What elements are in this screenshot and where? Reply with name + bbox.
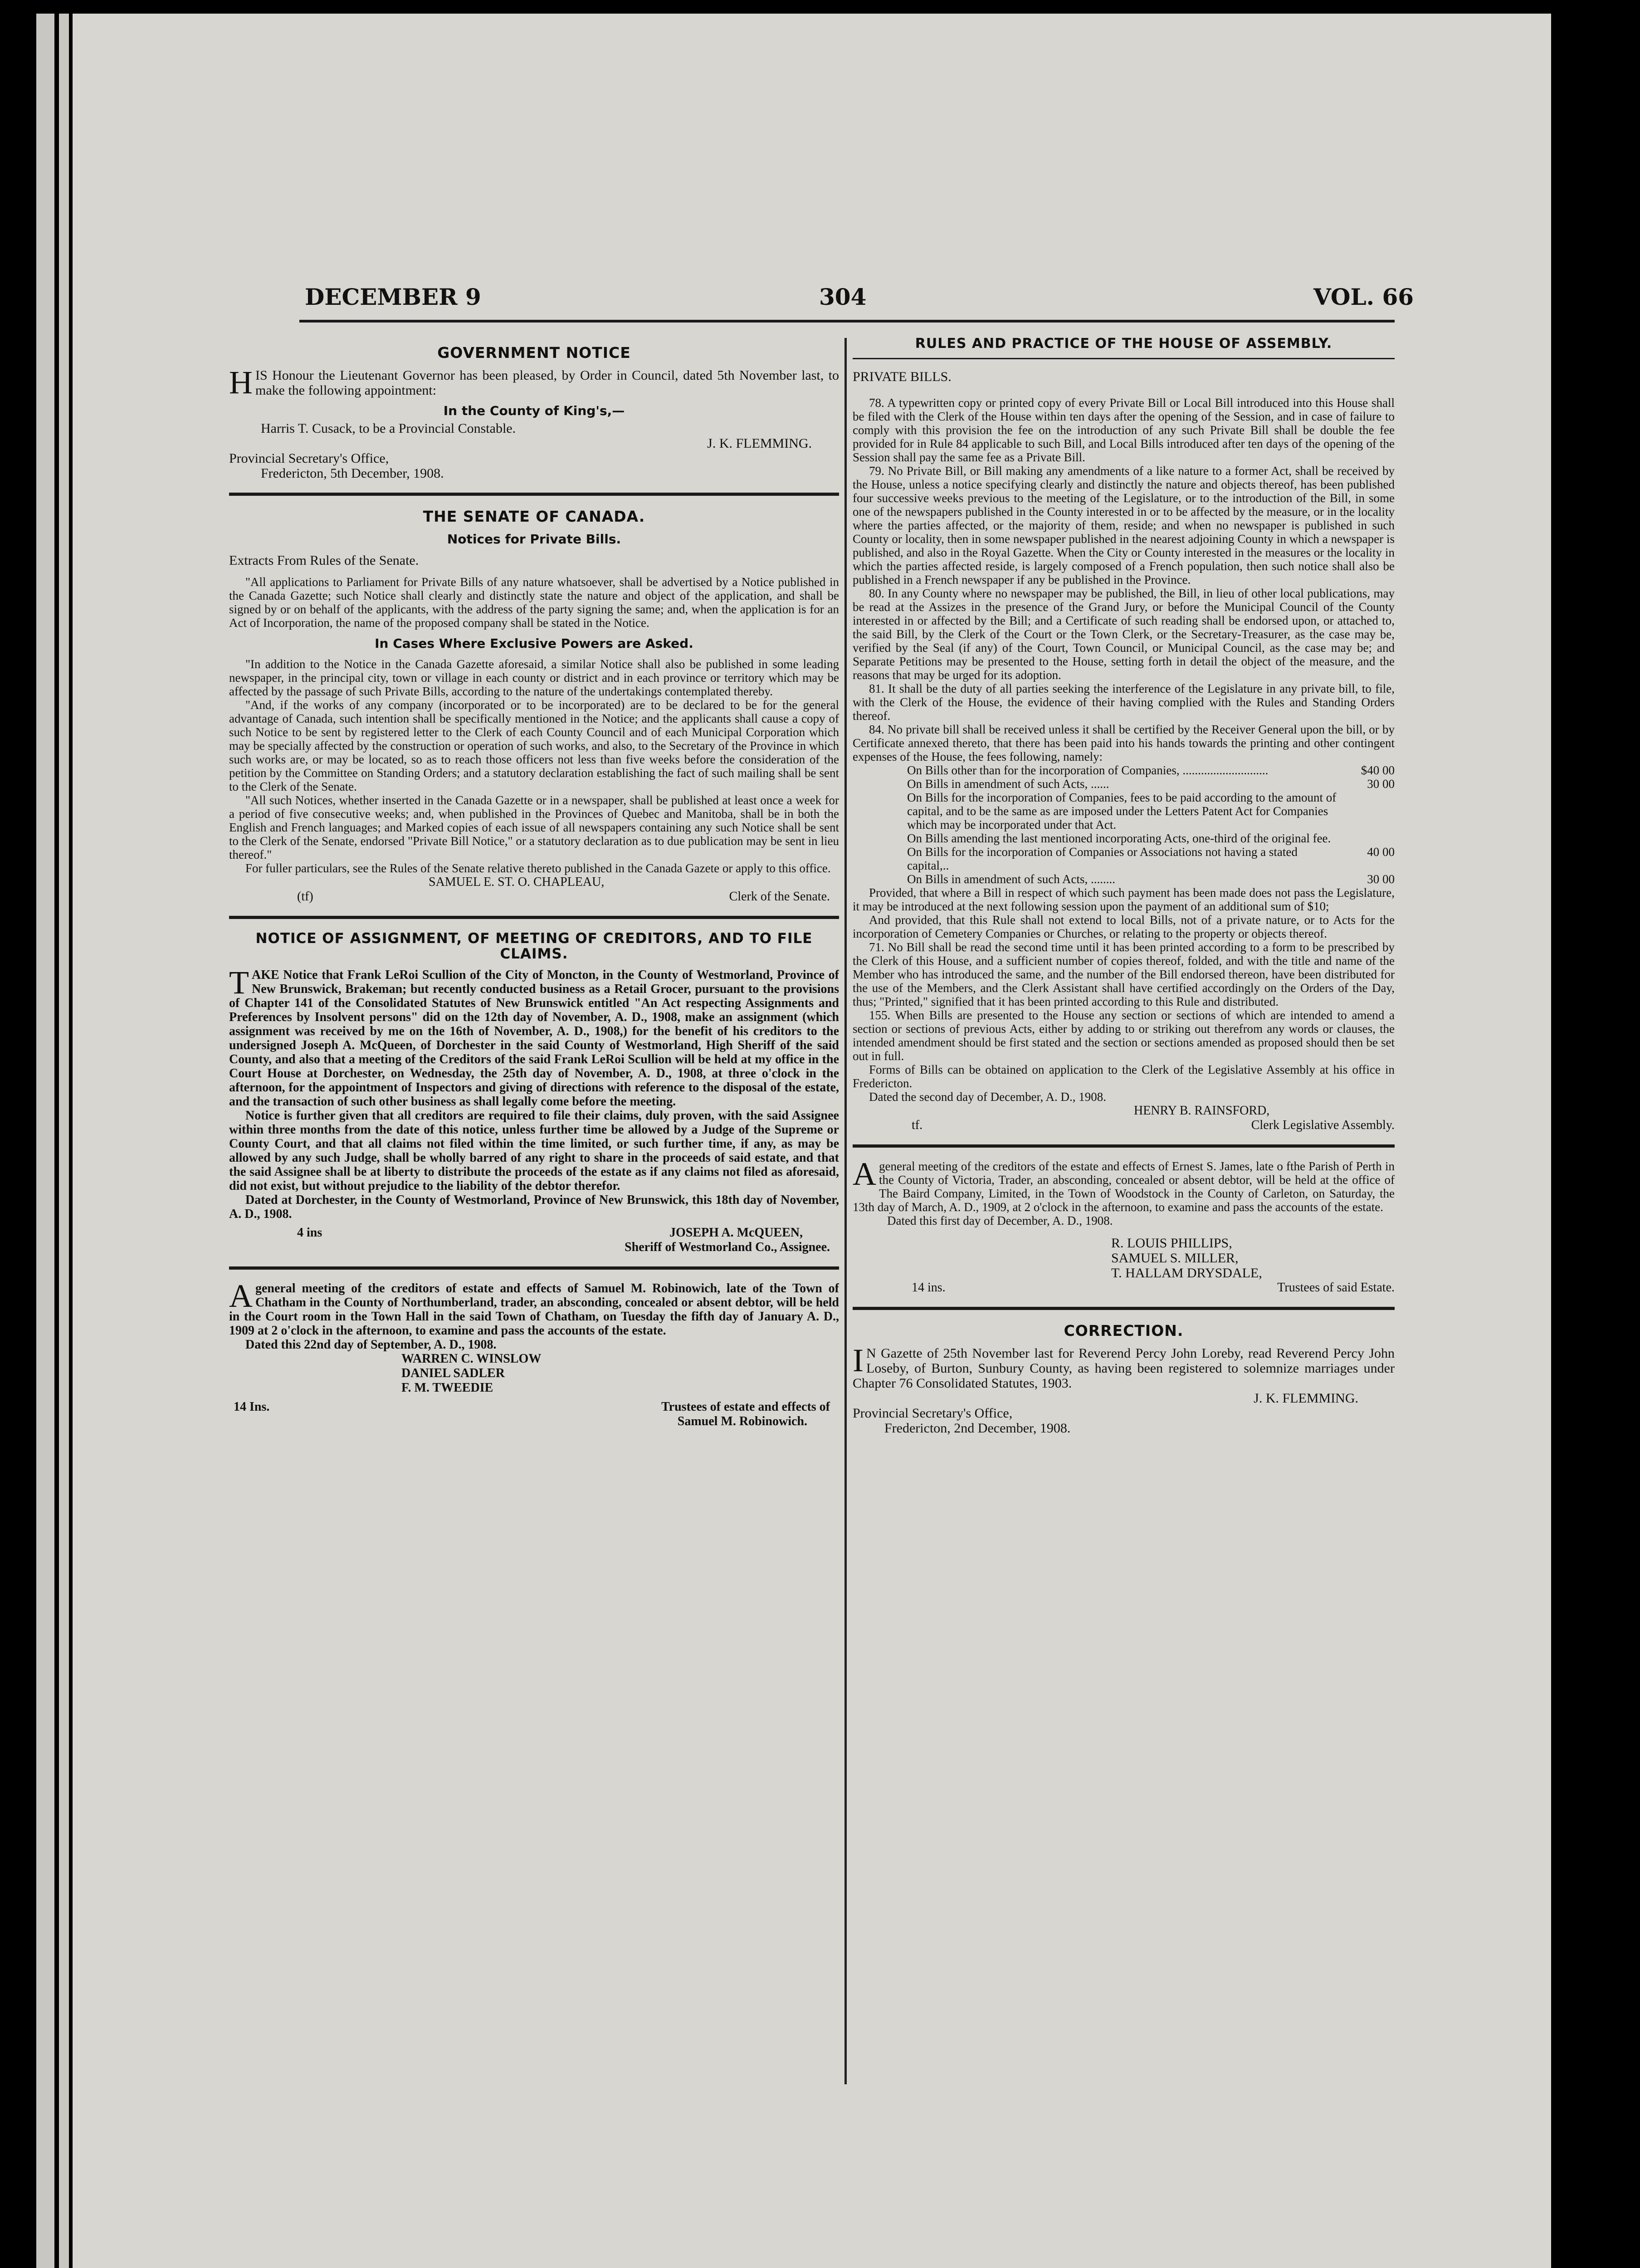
fee-row: On Bills for the incorporation of Companies, fees to be paid according to the amount of capital, and to be the same as are imposed under the Letters Patent Act for Companies which may be incorporated under that Act. xyxy=(907,791,1337,831)
senate-sig-title: Clerk of the Senate. xyxy=(729,890,830,904)
column-divider xyxy=(844,338,847,2084)
fee-row: On Bills amending the last mentioned incorporating Acts, one-third of the original fee. xyxy=(907,831,1331,845)
robinowich-trustees-1: Trustees of estate and effects of xyxy=(661,1400,830,1414)
rules-title-rule xyxy=(853,358,1395,359)
proviso-2: And provided, that this Rule shall not extend to local Bills, not of a private nature, or to Acts for the incorporation of Cemetery Companies or Churches, or relating to the property or objects thereof. xyxy=(853,913,1395,940)
senate-signature: SAMUEL E. ST. O. CHAPLEAU, xyxy=(429,875,605,889)
assignment-signature: JOSEPH A. McQUEEN, xyxy=(669,1226,803,1240)
robinowich-name-2: DANIEL SADLER xyxy=(401,1366,505,1380)
rules-dated: Dated the second day of December, A. D., 1908. xyxy=(869,1090,1107,1104)
robinowich-trustees-2: Samuel M. Robinowich. xyxy=(677,1414,807,1428)
james-name-3: T. HALLAM DRYSDALE, xyxy=(1111,1266,1262,1281)
assignment-sig-title: Sheriff of Westmorland Co., Assignee. xyxy=(625,1240,830,1254)
header-volume: VOL. 66 xyxy=(1313,284,1414,310)
robinowich-dated: Dated this 22nd day of September, A. D., 1908. xyxy=(245,1338,497,1352)
proviso-1: Provided, that where a Bill in respect of which such payment has been made does not pass the Legislature, it may be introduced at the next following session upon the payment of an additional sum of $10; xyxy=(853,886,1395,913)
james-ins: 14 ins. xyxy=(912,1281,946,1295)
government-notice-title: GOVERNMENT NOTICE xyxy=(437,344,631,362)
fee-row: On Bills other than for the incorporation of Companies, ............................ $40 00 xyxy=(907,763,1395,777)
header-rule xyxy=(299,320,1395,323)
senate-paragraph-5: For fuller particulars, see the Rules of the Senate relative thereto published in the Canada Gazete or apply to this office. xyxy=(245,861,831,875)
section-rule xyxy=(229,493,839,496)
gov-notice-place-date: Fredericton, 5th December, 1908. xyxy=(261,466,444,481)
senate-tf: (tf) xyxy=(297,890,313,904)
james-name-2: SAMUEL S. MILLER, xyxy=(1111,1251,1239,1266)
correction-office: Provincial Secretary's Office, xyxy=(853,1406,1013,1421)
rules-forms: Forms of Bills can be obtained on application to the Clerk of the Legislative Assembly at his office in Fredericton. xyxy=(853,1063,1395,1090)
government-notice-body: HIS Honour the Lieutenant Governor has been pleased, by Order in Council, dated 5th November last, to make the following appointment: xyxy=(229,364,839,401)
senate-subtitle: Notices for Private Bills. xyxy=(447,532,621,547)
section-rule xyxy=(853,1307,1395,1310)
rule-81: 81. It shall be the duty of all parties seeking the interference of the Legislature in any private bill, to file, with the Clerk of the House, the evidence of their having complied with the Rules and Standing Orders thereof. xyxy=(853,682,1395,723)
section-rule xyxy=(229,916,839,919)
senate-extracts: Extracts From Rules of the Senate. xyxy=(229,553,419,568)
gov-notice-office: Provincial Secretary's Office, xyxy=(229,451,389,466)
fee-row: On Bills in amendment of such Acts, ........ 30 00 xyxy=(907,872,1395,886)
robinowich-paragraph: Ageneral meeting of the creditors of estate and effects of Samuel M. Robinowich, late of the Town of Chatham in the County of Northumberland, trader, an absconding, concealed or absent debtor, will be held in the Court room in the Town Hall in the said Town of Chatham, on Tuesday the fifth day of January A. D., 1909 at 2 o'clock in the afternoon, to examine and pass the accounts of the estate. xyxy=(229,1278,839,1338)
page-edge-strip xyxy=(59,14,69,2268)
rule-80: 80. In any County where no newspaper may be published, the Bill, in lieu of other local publications, may be read at the Assizes in the presence of the Grand Jury, or before the Municipal Council of the County interested in or affected by the Bill; and a Certificate of such reading shall be endorsed upon, or attached to, the said Bill, by the Clerk of the Court or the Town Clerk, or the Secretary-Treasurer, as the case may be, verified by the Seal (if any) of the Court, Town Council, or Municipal Council, as the case may be; and Separate Petitions may be presented to the House, setting forth in detail the object of the measure, and the reasons that may be urged for its adoption. xyxy=(853,587,1395,682)
robinowich-name-1: WARREN C. WINSLOW xyxy=(401,1352,542,1366)
page-edge-left xyxy=(36,14,54,2268)
senate-paragraph-1: "All applications to Parliament for Private Bills of any nature whatsoever, shall be advertised by a Notice published in the Canada Gazette; such Notice shall clearly and distinctly state the nature and object of the application, and shall be signed by or on behalf of the applicants, with the address of the party signing the same; and, when the application is for an Act of Incorporation, the name of the proposed company shall be stated in the Notice. xyxy=(229,575,839,630)
rules-tf: tf. xyxy=(912,1118,923,1132)
rule-155: 155. When Bills are presented to the House any section or sections of which are intended to amend a section or sections of previous Acts, either by adding to or striking out therefrom any words or clauses, the intended amendment should be first stated and the section or sections amended as proposed should then be set out in full. xyxy=(853,1008,1395,1063)
rules-subtitle: PRIVATE BILLS. xyxy=(853,369,952,384)
section-rule xyxy=(853,1144,1395,1148)
assignment-ins: 4 ins xyxy=(297,1226,322,1240)
correction-signature: J. K. FLEMMING. xyxy=(1254,1391,1358,1406)
senate-subhead-exclusive: In Cases Where Exclusive Powers are Asked. xyxy=(375,636,693,651)
rules-title: RULES AND PRACTICE OF THE HOUSE OF ASSEMBLY. xyxy=(915,336,1332,352)
rule-78: 78. A typewritten copy or printed copy of every Private Bill or Local Bill introduced into this House shall be filed with the Clerk of the House within ten days after the opening of the Session, and in case of failure to comply with this provision the fee on the introduction of any such Private Bill shall be double the fee provided for in Rule 84 applicable to such Bill, and Local Bills introduced after ten days of the opening of the Session shall pay the same fee as a Private Bill. xyxy=(853,396,1395,464)
robinowich-name-3: F. M. TWEEDIE xyxy=(401,1381,493,1395)
senate-paragraph-3: "And, if the works of any company (incorporated or to be incorporated) are to be declared to be for the general advantage of Canada, such intention shall be specifically mentioned in the Notice; and the applicants shall cause a copy of such Notice to be sent by registered letter to the Clerk of each County Council and of each Municipal Corporation which may be specially affected by the construction or operation of such works, and also, to the Secretary of the Province in which such works are, or may be located, so as to reach those officers not less than five weeks before the consideration of the petition by the Committee on Standing Orders; and a statutory declaration establishing the fact of such mailing shall be sent to the Clerk of the Senate. xyxy=(229,698,839,793)
appointment-line: Harris T. Cusack, to be a Provincial Constable. xyxy=(261,421,516,436)
rules-sig-title: Clerk Legislative Assembly. xyxy=(1251,1118,1395,1132)
rule-84: 84. No private bill shall be received unless it shall be certified by the Receiver General upon the bill, or by Certificate annexed thereto, that there has been paid into his hands towards the printing and other contingent expenses of the House, the fees following, namely: xyxy=(853,723,1395,763)
senate-title: THE SENATE OF CANADA. xyxy=(423,508,645,525)
rules-signature: HENRY B. RAINSFORD, xyxy=(1134,1104,1270,1118)
correction-place-date: Fredericton, 2nd December, 1908. xyxy=(884,1421,1071,1436)
james-paragraph: Ageneral meeting of the creditors of the estate and effects of Ernest S. James, late o fthe Parish of Perth in the County of Victoria, Trader, an absconding, concealed or absent debtor, will be held at the office of The Baird Company, Limited, in the Town of Woodstock in the County of Carleton, on Saturday, the 13th day of March, A. D., 1909, at 2 o'clock in the afternoon, to examine and pass the accounts of the estate. xyxy=(853,1156,1395,1214)
fee-list xyxy=(853,763,1395,886)
rule-71: 71. No Bill shall be read the second time until it has been printed according to a form to be prescribed by the Clerk of this House, and a sufficient number of copies thereof, folded, and with the title and name of the Member who has introduced the same, and the number of the Bill endorsed thereon, have been distributed for the use of the Members, and the Clerk Assistant shall have certified accordingly on the Orders of the Day, thus; "Printed," signified that it has been printed according to this Rule and distributed. xyxy=(853,940,1395,1008)
assignment-title: NOTICE OF ASSIGNMENT, OF MEETING OF CREDITORS, AND TO FILE CLAIMS. xyxy=(255,930,813,962)
correction-title: CORRECTION. xyxy=(1064,1322,1184,1339)
county-heading: In the County of King's,— xyxy=(443,403,625,418)
senate-paragraph-4: "All such Notices, whether inserted in the Canada Gazette or in a newspaper, shall be published at least once a week for a period of five consecutive weeks; and, when published in the Provinces of Quebec and Manitoba, shall be in both the English and French languages; and Marked copies of each issue of all newspapers containing any such Notice shall be sent to the Clerk of the Senate, endorsed "Private Bill Notice," or a statutory declaration as to due publication may be sent in lieu thereof." xyxy=(229,793,839,861)
header-date: DECEMBER 9 xyxy=(305,284,481,310)
fee-row: On Bills in amendment of such Acts, ...... 30 00 xyxy=(907,777,1395,791)
senate-paragraph-2: "In addition to the Notice in the Canada Gazette aforesaid, a similar Notice shall also be published in some leading newspaper, in the principal city, town or village in each county or district and in each province or territory which may be affected by the passage of such Private Bills, according to the nature of the undertakings contemplated thereby. xyxy=(229,657,839,698)
correction-paragraph: IN Gazette of 25th November last for Reverend Percy John Loreby, read Reverend Percy John Loseby, of Burton, Sunbury County, as having been registered to solemnize marriages under Chapter 76 Consolidated Statutes, 1903. xyxy=(853,1342,1395,1391)
fee-row: On Bills for the incorporation of Companies or Associations not having a stated capital,.. 40 00 xyxy=(907,845,1395,872)
left-column xyxy=(229,336,839,2059)
gov-notice-signature: J. K. FLEMMING. xyxy=(707,436,812,451)
section-rule xyxy=(229,1266,839,1270)
robinowich-ins: 14 Ins. xyxy=(234,1400,270,1414)
james-trustees: Trustees of said Estate. xyxy=(1277,1281,1395,1295)
assignment-paragraph-1: TAKE Notice that Frank LeRoi Scullion of the City of Moncton, in the County of Westmorland, Province of New Brunswick, Brakeman; but recently conducted business as a Retail Grocer, pursuant to the provisions of Chapter 141 of the Consolidated Statutes of New Brunswick entitled "An Act respecting Assignments and Preferences by Insolvent persons" did on the 12th day of November, A. D., 1908, make an assignment (which assignment was received by me on the 16th of November, A. D., 1908,) for the benefit of his creditors to the undersigned Joseph A. McQueen, of Dorchester in the said County of Westmorland, High Sheriff of the said County, and also that a meeting of the Creditors of the said Frank LeRoi Scullion will be held at my office in the Court House at Dorchester, on Wednesday, the 25th day of November, A. D., 1908, at three o'clock in the afternoon, for the appointment of Inspectors and giving of directions with reference to the disposal of the estate, and the transaction of such other business as shall legally come before the meeting. xyxy=(229,964,839,1109)
james-dated: Dated this first day of December, A. D., 1908. xyxy=(887,1214,1113,1227)
rule-79: 79. No Private Bill, or Bill making any amendments of a like nature to a former Act, shall be received by the House, unless a notice specifying clearly and distinctly the nature and objects thereof, has been published four successive weeks previous to the meeting of the Legislature, or to the introduction of the Bill, in some one of the newspapers published in the County interested in or to be affected by the measure, or in the locality where the parties affected, or the majority of them, reside; and when no newspaper is published in such County or locality, then in some newspaper published in the nearest adjoining County in which a newspaper is published, and also in the Royal Gazette. When the City or County interested in the measures or the locality in which the parties affected reside, is largely composed of a French population, then such notice shall also be published in a French newspaper if any be published in the Province. xyxy=(853,464,1395,587)
assignment-paragraph-3: Dated at Dorchester, in the County of Westmorland, Province of New Brunswick, this 18th day of November, A. D., 1908. xyxy=(229,1193,839,1221)
assignment-paragraph-2: Notice is further given that all creditors are required to file their claims, duly proven, with the said Assignee within three months from the date of this notice, unless further time be allowed by a Judge of the Supreme or County Court, and that all claims not filed within the time limited, or such further time, if any, as may be allowed by any such Judge, shall be wholly barred of any right to share in the proceeds of said estate, and that the said Assignee shall be at liberty to distribute the proceeds of the estate as if any claims not filed as aforesaid, did not exist, but without prejudice to the liability of the debtor therefor. xyxy=(229,1109,839,1193)
james-name-1: R. LOUIS PHILLIPS, xyxy=(1111,1236,1232,1251)
header-page-number: 304 xyxy=(819,284,867,310)
right-column xyxy=(853,336,1395,2105)
